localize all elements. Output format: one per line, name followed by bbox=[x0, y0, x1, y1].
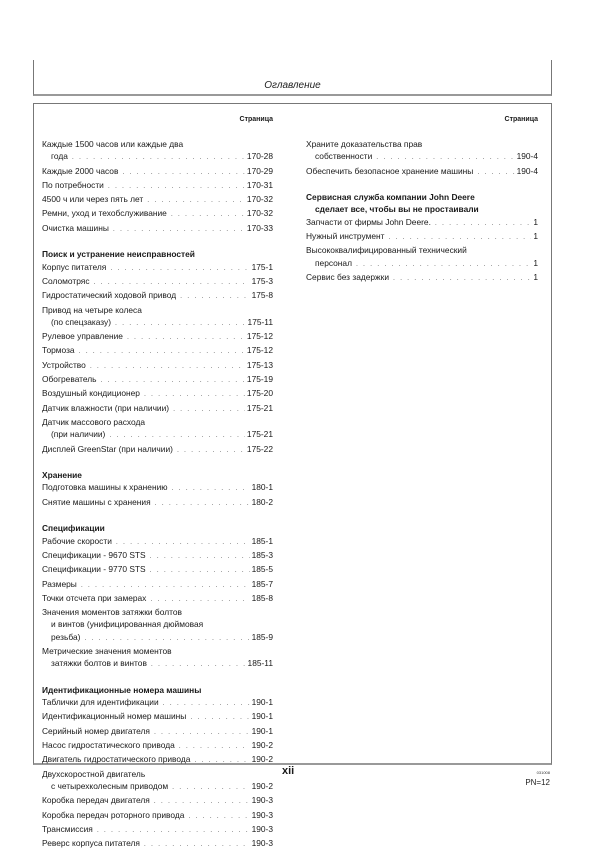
toc-entry-page: 175-3 bbox=[251, 275, 273, 286]
dot-leader bbox=[151, 659, 246, 671]
dot-leader bbox=[393, 273, 531, 285]
toc-entry-page: 1 bbox=[533, 271, 538, 282]
toc-entry-text: Датчик влажности (при наличии) bbox=[42, 402, 170, 413]
toc-entry-text: Привод на четыре колеса bbox=[42, 304, 142, 315]
toc-entry[interactable] bbox=[42, 837, 273, 851]
toc-entry-text: Тормоза bbox=[42, 345, 75, 356]
toc-entry[interactable] bbox=[306, 165, 538, 179]
toc-entry-page: 185-11 bbox=[247, 658, 273, 669]
dot-leader bbox=[194, 755, 249, 767]
dot-leader bbox=[173, 404, 245, 416]
toc-entry[interactable] bbox=[42, 794, 273, 808]
dot-leader bbox=[155, 498, 250, 510]
toc-entry[interactable] bbox=[42, 496, 273, 510]
dot-leader bbox=[81, 580, 250, 592]
toc-entry-page: 175-19 bbox=[246, 374, 273, 385]
dot-leader bbox=[108, 181, 245, 193]
section-heading-line: сделает все, чтобы вы не простаивали bbox=[315, 204, 479, 215]
toc-entry-text: Корпус питателя bbox=[42, 261, 107, 272]
dot-leader bbox=[171, 209, 245, 221]
dot-leader bbox=[72, 152, 245, 164]
toc-entry-text: (при наличии) bbox=[51, 429, 106, 440]
toc-entry[interactable] bbox=[42, 443, 273, 457]
toc-entry[interactable] bbox=[42, 645, 273, 672]
toc-entry[interactable] bbox=[306, 138, 538, 165]
dot-leader bbox=[154, 796, 250, 808]
toc-entry[interactable] bbox=[42, 739, 273, 753]
section-heading-line: Хранение bbox=[42, 470, 82, 481]
dot-leader bbox=[144, 839, 250, 851]
toc-entry-page: 190-2 bbox=[251, 754, 273, 765]
toc-entry-text: Обогреватель bbox=[42, 374, 97, 385]
toc-entry[interactable] bbox=[306, 230, 538, 244]
toc-entry-page: 175-21 bbox=[246, 402, 273, 413]
toc-entry-page: 190-1 bbox=[251, 711, 273, 722]
dot-leader bbox=[179, 741, 250, 753]
toc-entry-page: 1 bbox=[533, 231, 538, 242]
toc-entry-page: 190-3 bbox=[251, 809, 273, 820]
toc-entry[interactable] bbox=[42, 753, 273, 767]
toc-entry-text: собственности bbox=[315, 151, 373, 162]
dot-leader bbox=[94, 277, 250, 289]
toc-entry-text: с четырехколесным приводом bbox=[51, 780, 169, 791]
toc-entry-page: 170-31 bbox=[246, 179, 273, 190]
toc-entry-text: Рулевое управление bbox=[42, 331, 123, 342]
header-box bbox=[33, 60, 552, 96]
dot-leader bbox=[150, 551, 250, 563]
dot-leader bbox=[110, 263, 249, 275]
toc-entry[interactable] bbox=[42, 222, 273, 236]
toc-entry-page: 185-8 bbox=[251, 592, 273, 603]
footer-code: 031008 bbox=[536, 770, 550, 775]
toc-entry[interactable] bbox=[42, 330, 273, 344]
toc-section bbox=[306, 138, 538, 179]
toc-entry[interactable] bbox=[42, 823, 273, 837]
toc-entry[interactable] bbox=[306, 271, 538, 285]
toc-entry-page: 170-32 bbox=[246, 208, 273, 219]
toc-entry-text: Воздушный кондиционер bbox=[42, 388, 140, 399]
toc-entry[interactable] bbox=[42, 809, 273, 823]
toc-entry-page: 190-2 bbox=[251, 780, 273, 791]
header-title: Оглавление bbox=[264, 80, 321, 91]
toc-entry-text: Двухскоростной двигатель bbox=[42, 768, 146, 779]
toc-entry-text: Точки отсчета при замерах bbox=[42, 592, 147, 603]
section-heading-line: Идентификационные номера машины bbox=[42, 684, 202, 695]
dot-leader bbox=[435, 218, 531, 230]
toc-entry-text: Ремни, уход и техобслуживание bbox=[42, 208, 167, 219]
toc-entry-text: 4500 ч или через пять лет bbox=[42, 194, 144, 205]
toc-entry-page: 175-21 bbox=[246, 429, 273, 440]
toc-entry-page: 170-29 bbox=[246, 165, 273, 176]
toc-sections bbox=[42, 138, 273, 851]
dot-leader bbox=[79, 346, 245, 358]
toc-entry-page: 170-32 bbox=[246, 194, 273, 205]
toc-section bbox=[42, 684, 273, 852]
section-heading-line: Сервисная служба компании John Deere bbox=[306, 192, 475, 203]
toc-entry[interactable] bbox=[42, 592, 273, 606]
dot-leader bbox=[172, 483, 250, 495]
section-heading bbox=[42, 522, 273, 534]
toc-section bbox=[42, 248, 273, 456]
dot-leader bbox=[147, 195, 245, 207]
dot-leader bbox=[84, 633, 249, 645]
toc-section bbox=[42, 522, 273, 671]
toc-entry-page: 175-8 bbox=[251, 290, 273, 301]
dot-leader bbox=[101, 375, 245, 387]
toc-entry-page: 1 bbox=[533, 257, 538, 268]
toc-entry[interactable] bbox=[42, 387, 273, 401]
toc-entry-text: Сервис без задержки bbox=[306, 271, 389, 282]
dot-leader bbox=[477, 167, 514, 179]
toc-entry-text: По потребности bbox=[42, 179, 104, 190]
toc-entry-page: 190-1 bbox=[251, 697, 273, 708]
toc-entry-page: 185-3 bbox=[251, 549, 273, 560]
toc-entry-text: Запчасти от фирмы John Deere. bbox=[306, 216, 431, 227]
toc-entry[interactable] bbox=[42, 535, 273, 549]
section-heading bbox=[306, 191, 538, 216]
toc-entry[interactable] bbox=[42, 359, 273, 373]
toc-entry-page: 175-13 bbox=[246, 359, 273, 370]
toc-entry-page: 190-3 bbox=[251, 838, 273, 849]
dot-leader bbox=[177, 445, 245, 457]
toc-entry-text: Высококвалифицированный технический bbox=[306, 245, 467, 256]
toc-entry[interactable] bbox=[42, 275, 273, 289]
toc-entry[interactable] bbox=[42, 261, 273, 275]
toc-entry[interactable] bbox=[42, 549, 273, 563]
toc-right-column bbox=[306, 104, 538, 298]
footer-page-number: xii bbox=[282, 765, 295, 777]
dot-leader bbox=[150, 565, 250, 577]
dot-leader bbox=[116, 537, 250, 549]
toc-entry-page: 190-4 bbox=[516, 165, 538, 176]
toc-entry[interactable] bbox=[42, 578, 273, 592]
dot-leader bbox=[113, 224, 245, 236]
dot-leader bbox=[180, 291, 249, 303]
toc-entry-page: 175-1 bbox=[251, 261, 273, 272]
toc-entry-page: 175-20 bbox=[246, 388, 273, 399]
toc-entry-page: 190-1 bbox=[251, 725, 273, 736]
toc-entry[interactable] bbox=[42, 138, 273, 165]
toc-entry-text: Спецификации - 9670 STS bbox=[42, 549, 146, 560]
footer-pn: PN=12 bbox=[525, 778, 550, 787]
toc-entry-text: Рабочие скорости bbox=[42, 535, 112, 546]
toc-entry-page: 1 bbox=[533, 216, 538, 227]
toc-entry[interactable] bbox=[42, 344, 273, 358]
section-heading bbox=[42, 469, 273, 481]
toc-entry[interactable] bbox=[42, 165, 273, 179]
toc-entry-text: Коробка передач двигателя bbox=[42, 795, 150, 806]
section-heading bbox=[42, 248, 273, 260]
toc-entry-page: 185-5 bbox=[251, 564, 273, 575]
toc-sections bbox=[306, 138, 538, 285]
toc-section bbox=[42, 138, 273, 236]
toc-entry[interactable] bbox=[42, 416, 273, 443]
dot-leader bbox=[188, 811, 249, 823]
toc-entry-text: Снятие машины с хранения bbox=[42, 496, 151, 507]
dot-leader bbox=[90, 361, 245, 373]
toc-entry[interactable] bbox=[42, 193, 273, 207]
toc-entry-text: Метрические значения моментов bbox=[42, 645, 172, 656]
toc-entry-text: (по спецзаказу) bbox=[51, 316, 112, 327]
toc-entry-text: Размеры bbox=[42, 578, 77, 589]
dot-leader bbox=[154, 727, 250, 739]
toc-entry-text: Обеспечить безопасное хранение машины bbox=[306, 165, 474, 176]
dot-leader bbox=[172, 782, 249, 794]
toc-entry[interactable] bbox=[42, 725, 273, 739]
toc-entry-text: Двигатель гидростатического привода bbox=[42, 754, 191, 765]
toc-entry-text: Серийный номер двигателя bbox=[42, 725, 150, 736]
toc-entry-text: Таблички для идентификации bbox=[42, 697, 159, 708]
toc-entry[interactable] bbox=[42, 768, 273, 795]
toc-entry[interactable] bbox=[42, 207, 273, 221]
dot-leader bbox=[356, 259, 531, 271]
dot-leader bbox=[388, 232, 531, 244]
toc-entry[interactable] bbox=[42, 304, 273, 331]
page-column-label: Страница bbox=[239, 116, 273, 123]
toc-entry[interactable] bbox=[42, 402, 273, 416]
toc-entry-text: Нужный инструмент bbox=[306, 231, 385, 242]
toc-entry-text: Дисплей GreenStar (при наличии) bbox=[42, 443, 173, 454]
toc-entry-page: 190-4 bbox=[516, 151, 538, 162]
toc-entry-page: 180-2 bbox=[251, 496, 273, 507]
dot-leader bbox=[144, 389, 245, 401]
toc-entry-page: 180-1 bbox=[251, 482, 273, 493]
toc-entry-text: Очистка машины bbox=[42, 222, 109, 233]
page-column-label: Страница bbox=[504, 116, 538, 123]
dot-leader bbox=[127, 332, 245, 344]
toc-entry[interactable] bbox=[42, 373, 273, 387]
dot-leader bbox=[376, 152, 514, 164]
toc-entry-page: 170-28 bbox=[246, 151, 273, 162]
section-heading bbox=[42, 684, 273, 696]
toc-entry[interactable] bbox=[42, 606, 273, 645]
toc-entry-page: 175-11 bbox=[247, 316, 273, 327]
toc-entry[interactable] bbox=[42, 481, 273, 495]
toc-entry-text: затяжки болтов и винтов bbox=[51, 658, 147, 669]
toc-entry[interactable] bbox=[42, 289, 273, 303]
toc-entry-page: 185-1 bbox=[251, 535, 273, 546]
toc-entry[interactable] bbox=[42, 179, 273, 193]
toc-entry-page: 175-12 bbox=[246, 345, 273, 356]
toc-entry-text: Соломотряс bbox=[42, 275, 90, 286]
toc-entry-page: 185-9 bbox=[251, 631, 273, 642]
dot-leader bbox=[97, 825, 250, 837]
toc-entry[interactable] bbox=[42, 563, 273, 577]
toc-entry-text: Значения моментов затяжки болтов bbox=[42, 607, 182, 618]
toc-entry-page: 190-2 bbox=[251, 740, 273, 751]
toc-entry-page: 170-33 bbox=[246, 222, 273, 233]
toc-entry-text: и винтов (унифицированная дюймовая bbox=[51, 619, 204, 630]
dot-leader bbox=[150, 594, 249, 606]
toc-entry-text: Устройство bbox=[42, 359, 86, 370]
toc-entry-text: Насос гидростатического привода bbox=[42, 740, 175, 751]
dot-leader bbox=[109, 430, 245, 442]
toc-entry-text: Подготовка машины к хранению bbox=[42, 482, 168, 493]
toc-entry-text: Трансмиссия bbox=[42, 823, 93, 834]
toc-entry-text: Коробка передач роторного привода bbox=[42, 809, 185, 820]
toc-entry-text: Идентификационный номер машины bbox=[42, 711, 187, 722]
toc-entry-text: персонал bbox=[315, 257, 352, 268]
toc-entry[interactable] bbox=[306, 216, 538, 230]
toc-entry[interactable] bbox=[42, 696, 273, 710]
toc-entry-text: резьба) bbox=[51, 631, 81, 642]
toc-entry[interactable] bbox=[42, 710, 273, 724]
toc-entry-text: Датчик массового расхода bbox=[42, 416, 146, 427]
toc-entry-text: Спецификации - 9770 STS bbox=[42, 564, 146, 575]
toc-entry-page: 190-3 bbox=[251, 795, 273, 806]
toc-entry[interactable] bbox=[306, 244, 538, 271]
toc-entry-text: Гидростатический ходовой привод bbox=[42, 290, 177, 301]
dot-leader bbox=[190, 712, 249, 724]
toc-entry-page: 190-3 bbox=[251, 823, 273, 834]
toc-entry-text: Каждые 2000 часов bbox=[42, 165, 119, 176]
toc-entry-text: Храните доказательства прав bbox=[306, 139, 423, 149]
dot-leader bbox=[163, 698, 250, 710]
toc-entry-page: 175-12 bbox=[246, 331, 273, 342]
dot-leader bbox=[122, 167, 245, 179]
toc-entry-text: года bbox=[51, 151, 68, 162]
dot-leader bbox=[115, 318, 246, 330]
toc-entry-text: Каждые 1500 часов или каждые два bbox=[42, 139, 184, 149]
toc-entry-page: 185-7 bbox=[251, 578, 273, 589]
section-heading-line: Спецификации bbox=[42, 523, 105, 534]
section-heading-line: Поиск и устранение неисправностей bbox=[42, 249, 195, 260]
toc-section bbox=[42, 469, 273, 510]
toc-entry-text: Реверс корпуса питателя bbox=[42, 838, 140, 849]
toc-entry-page: 175-22 bbox=[246, 443, 273, 454]
toc-left-column bbox=[42, 104, 273, 864]
toc-section bbox=[306, 191, 538, 285]
